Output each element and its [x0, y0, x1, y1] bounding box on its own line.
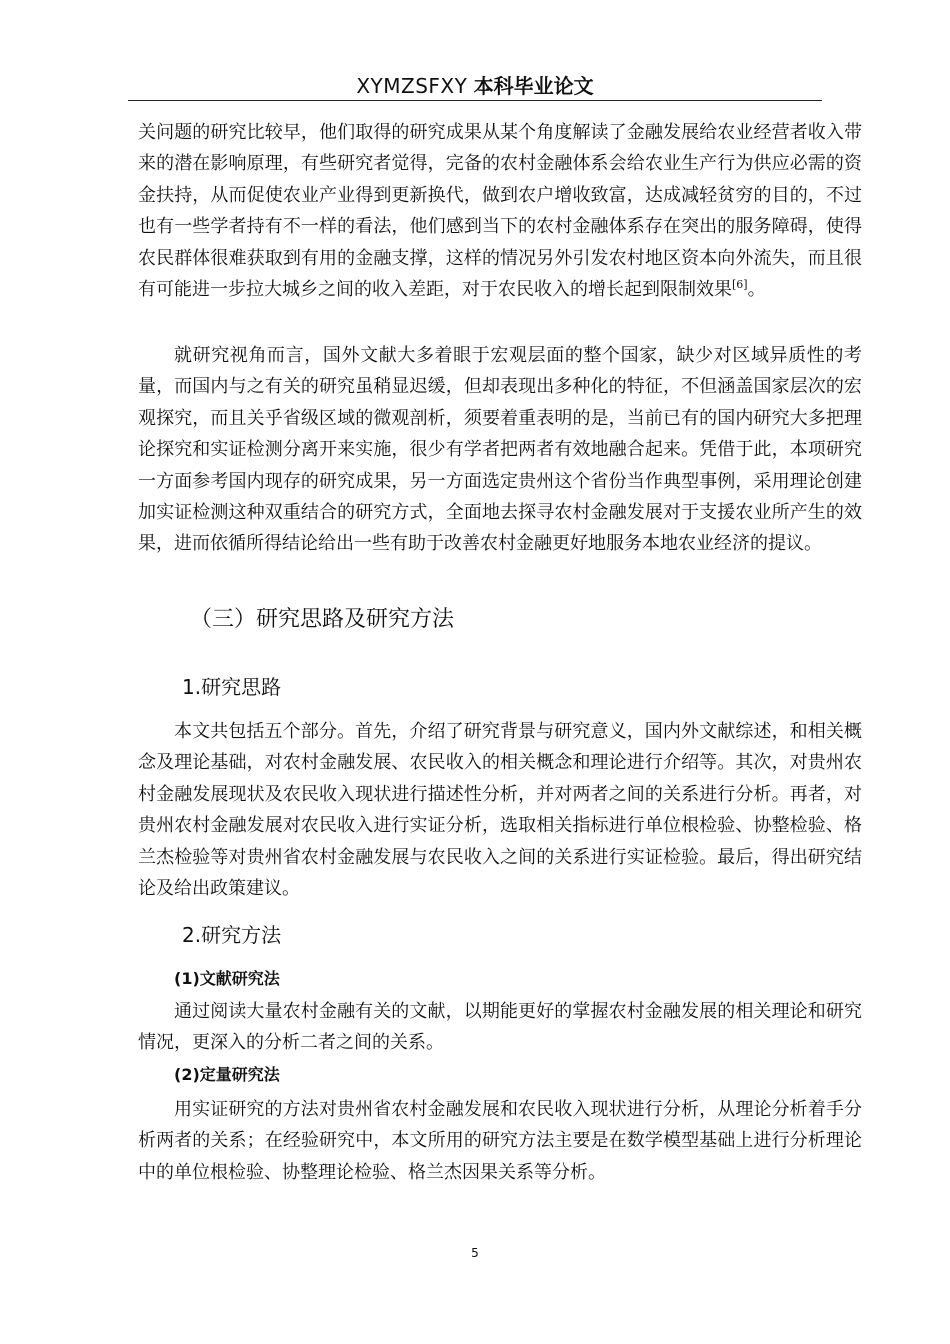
paragraph-4-text: 通过阅读大量农村金融有关的文献，以期能更好的掌握农村金融发展的相关理论和研究情况，更深入的分析二者之间的关系。: [138, 1001, 862, 1054]
paragraph-3-text: 本文共包括五个部分。首先，介绍了研究背景与研究意义，国内外文献综述，和相关概念及理论基础，对农村金融发展、农民收入的相关概念和理论进行介绍等。其次，对贵州农村金融发展现状及农民收入现状进行描述性分析，并对两者之间的关系进行分析。再者，对贵州农村金融发展对农民收入进行实证分析，选取相关指标进行单位根检验、协整检验、格兰杰检验等对贵州省农村金融发展与农民收入之间的关系进行实证检验。最后，得出研究结论及给出政策建议。: [138, 721, 862, 900]
paragraph-5: [138, 1094, 862, 1188]
paragraph-2: [138, 340, 862, 560]
method-quantitative-heading: (2)定量研究法: [174, 1065, 280, 1084]
paragraph-2-text: 就研究视角而言，国外文献大多着眼于宏观层面的整个国家，缺少对区域异质性的考量，而国内与之有关的研究虽稍显迟缓，但却表现出多种化的特征，不但涵盖国家层次的宏观探究，而且关乎省级区域的微观剖析，须要着重表明的是，当前已有的国内研究大多把理论探究和实证检测分离开来实施，很少有学者把两者有效地融合起来。凭借于此，本项研究一方面参考国内现存的研究成果，另一方面选定贵州这个省份当作典型事例，采用理论创建加实证检测这种双重结合的研究方式，全面地去探寻农村金融发展对于支援农业所产生的效果，进而依循所得结论给出一些有助于改善农村金融更好地服务本地农业经济的提议。: [138, 345, 862, 555]
paragraph-1-text: 关问题的研究比较早，他们取得的研究成果从某个角度解读了金融发展给农业经营者收入带来的潜在影响原理，有些研究者觉得，完备的农村金融体系会给农业生产行为供应必需的资金扶持，从而促使农业产业得到更新换代，做到农户增收致富，达成减轻贫穷的目的，不过也有一些学者持有不一样的看法，他们感到当下的农村金融体系存在突出的服务障碍，使得农民群体很难获取到有用的金融支撑，这样的情况另外引发农村地区资本向外流失，而且很有可能进一步拉大城乡之间的收入差距，对于农民收入的增长起到限制效果: [138, 122, 862, 301]
section-heading-research-approach: （三）研究思路及研究方法: [190, 607, 455, 632]
paragraph-4: [138, 996, 862, 1059]
citation-6: [6]: [732, 278, 748, 292]
subheading-research-approach: 1.研究思路: [182, 675, 282, 699]
paragraph-1-end: 。: [747, 279, 766, 301]
paragraph-5-text: 用实证研究的方法对贵州省农村金融发展和农民收入现状进行分析，从理论分析着手分析两者的关系；在经验研究中，本文所用的研究方法主要是在数学模型基础上进行分析理论中的单位根检验、协整理论检验、格兰杰因果关系等分析。: [138, 1099, 862, 1183]
page-header: [128, 72, 822, 101]
header-chinese-title: 本科毕业论文: [473, 74, 594, 98]
header-latin-title: XYMZSFXY: [356, 74, 468, 98]
method-literature-heading: (1)文献研究法: [174, 969, 280, 988]
paragraph-3: [138, 716, 862, 904]
page-number: 5: [471, 1246, 479, 1260]
paragraph-1: [138, 117, 862, 305]
subheading-research-methods: 2.研究方法: [182, 923, 282, 947]
